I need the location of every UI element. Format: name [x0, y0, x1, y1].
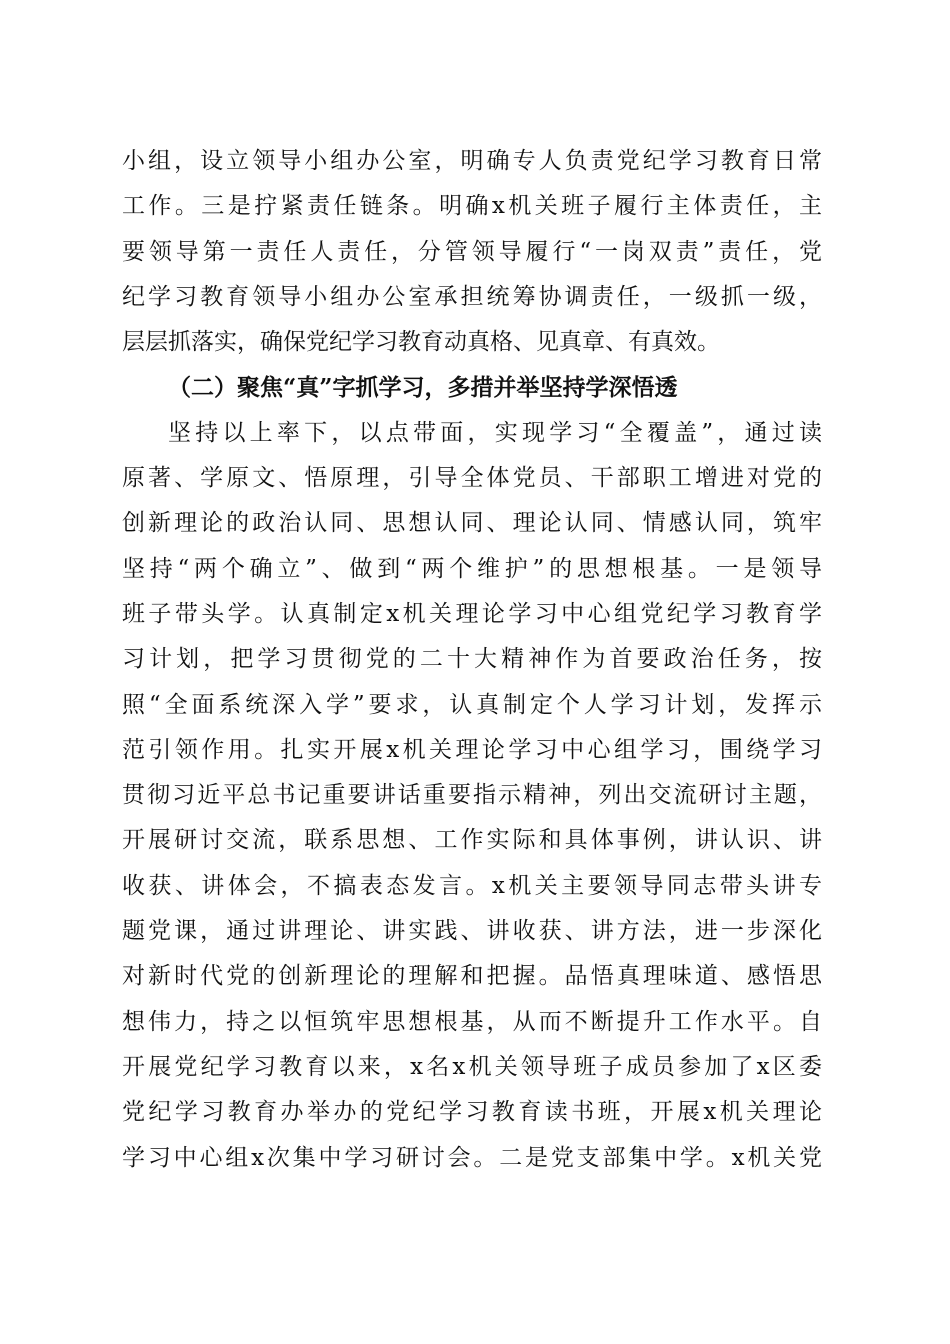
body-line: 工作。三是拧紧责任链条。明确x机关班子履行主体责任，主 — [122, 193, 822, 220]
section-heading: （二）聚焦“真”字抓学习，多措并举坚持学深悟透 — [168, 374, 678, 402]
body-line: 小组，设立领导小组办公室，明确专人负责党纪学习教育日常 — [122, 148, 822, 174]
body-line: 照“全面系统深入学”要求，认真制定个人学习计划，发挥示 — [122, 691, 822, 718]
body-line: 班子带头学。认真制定x机关理论学习中心组党纪学习教育学 — [122, 600, 822, 627]
body-line: 题党课，通过讲理论、讲实践、讲收获、讲方法，进一步深化 — [122, 918, 822, 945]
body-line: 习计划，把学习贯彻党的二十大精神作为首要政治任务，按 — [122, 646, 822, 673]
body-line: 创新理论的政治认同、思想认同、理论认同、情感认同，筑牢 — [122, 510, 822, 537]
body-line: 范引领作用。扎实开展x机关理论学习中心组学习，围绕学习 — [122, 736, 822, 763]
body-line: 对新时代党的创新理论的理解和把握。品悟真理味道、感悟思 — [122, 963, 822, 990]
body-line: 学习中心组x次集中学习研讨会。二是党支部集中学。x机关党 — [122, 1144, 822, 1171]
body-line: 收获、讲体会，不搞表态发言。x机关主要领导同志带头讲专 — [122, 872, 822, 899]
paragraph-first-line: 坚持以上率下，以点带面，实现学习“全覆盖”，通过读 — [168, 419, 822, 446]
body-line: 纪学习教育领导小组办公室承担统筹协调责任，一级抓一级， — [122, 283, 822, 310]
body-line: 要领导第一责任人责任，分管领导履行“一岗双责”责任，党 — [122, 238, 822, 265]
body-line: 坚持“两个确立”、做到“两个维护”的思想根基。一是领导 — [122, 555, 822, 582]
body-line: 党纪学习教育办举办的党纪学习教育读书班，开展x机关理论 — [122, 1099, 822, 1126]
body-line: 开展研讨交流，联系思想、工作实际和具体事例，讲认识、讲 — [122, 827, 822, 854]
body-line: 贯彻习近平总书记重要讲话重要指示精神，列出交流研讨主题， — [122, 782, 822, 809]
body-line: 开展党纪学习教育以来，x名x机关领导班子成员参加了x区委 — [122, 1053, 822, 1080]
body-line: 想伟力，持之以恒筑牢思想根基，从而不断提升工作水平。自 — [122, 1008, 822, 1035]
body-line: 原著、学原文、悟原理，引导全体党员、干部职工增进对党的 — [122, 465, 822, 492]
body-line: 层层抓落实，确保党纪学习教育动真格、见真章、有真效。 — [122, 329, 720, 356]
document-body — [122, 139, 822, 1181]
